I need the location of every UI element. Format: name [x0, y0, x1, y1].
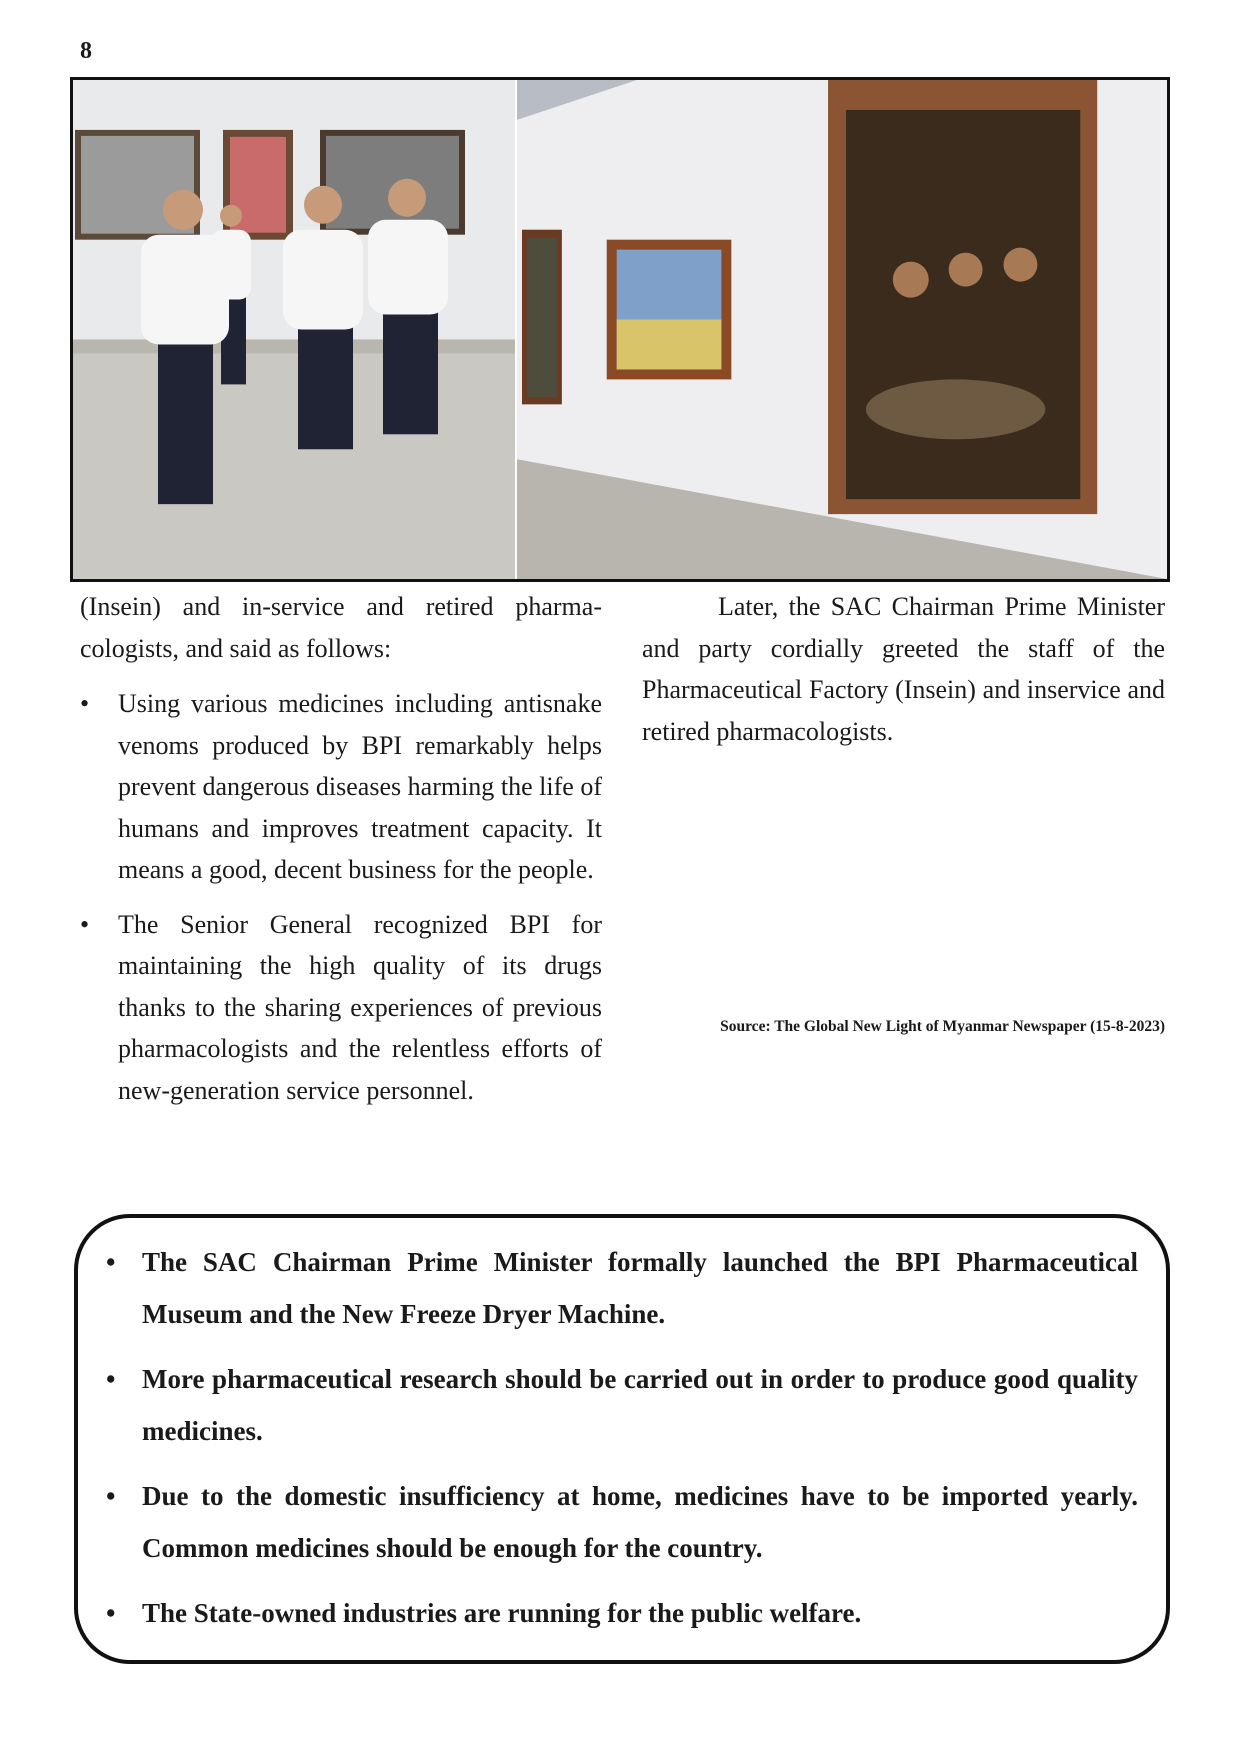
left-column: [80, 586, 602, 1124]
list-item: • Using various medicines including antisnake venoms produced by BPI remarkably helps prevent dangerous diseases harming the life of humans and improves treatment capacity. It means a good, decent business for the people.: [80, 683, 602, 891]
list-item: • The State-owned industries are running for the public welfare.: [102, 1587, 1138, 1639]
right-paragraph: Later, the SAC Chairman Prime Minister and party cordially greeted the staff of the Pharmaceutical Factory (Insein) and inservice and retired pharmacologists.: [642, 592, 1165, 746]
left-intro: (Insein) and in-service and retired pharmacologists, and said as follows:: [80, 592, 602, 663]
list-item: • The SAC Chairman Prime Minister formally launched the BPI Pharmaceutical Museum and the New Freeze Dryer Machine.: [102, 1236, 1138, 1340]
list-item: • More pharmaceutical research should be carried out in order to produce good quality medicines.: [102, 1353, 1138, 1457]
source-credit: Source: The Global New Light of Myanmar Newspaper (15-8-2023): [720, 1018, 1165, 1035]
highlight-box: [74, 1214, 1170, 1664]
right-column: [642, 586, 1165, 752]
page-number: 8: [80, 38, 92, 64]
list-item: • Due to the domestic insufficiency at home, medicines have to be imported yearly. Common medicines should be enough for the country.: [102, 1470, 1138, 1574]
photo-strip: [70, 77, 1170, 582]
museum-visit-photo: [73, 80, 517, 579]
highlight-list: [102, 1236, 1138, 1639]
left-bullet-list: [80, 683, 602, 1111]
list-item: • The Senior General recognized BPI for maintaining the high quality of its drugs thanks to the sharing experiences of previous pharmacologists and the relentless efforts of new-generation service personnel.: [80, 904, 602, 1112]
paintings-photo: [517, 80, 1167, 579]
